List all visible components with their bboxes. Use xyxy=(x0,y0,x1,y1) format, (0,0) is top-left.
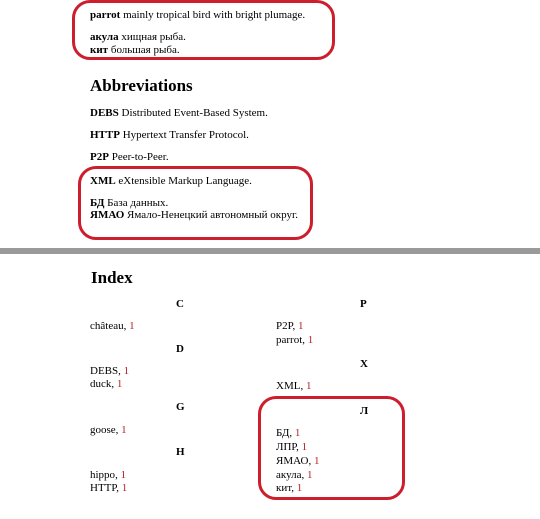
abbreviation-term: HTTP xyxy=(90,129,120,141)
abbreviation-term: XML xyxy=(90,175,116,187)
index-page-link[interactable]: 1 xyxy=(313,455,320,467)
highlight-oval-glossary xyxy=(72,0,335,60)
index-page-link[interactable]: 1 xyxy=(298,320,304,332)
abbreviation-term: DEBS xyxy=(90,107,119,119)
highlight-oval-abbreviations xyxy=(78,166,313,240)
index-page-link[interactable]: 1 xyxy=(306,469,313,481)
abbreviation-term: БД xyxy=(90,197,105,209)
index-word: БД xyxy=(276,427,290,439)
abbreviation-definition: Peer-to-Peer. xyxy=(111,151,169,163)
index-entry-goose: goose, 1 xyxy=(90,424,127,436)
page-divider xyxy=(0,248,540,254)
index-word: château xyxy=(90,320,124,332)
abbreviation-definition: База данных. xyxy=(107,197,169,209)
index-title: Index xyxy=(91,268,133,287)
index-page-link[interactable]: 1 xyxy=(121,482,128,494)
abbreviation-entry-http xyxy=(90,129,249,141)
index-entry-http: HTTP, 1 xyxy=(90,482,128,494)
index-entry-lpr: ЛПР, 1 xyxy=(276,441,308,453)
index-entry-duck: duck, 1 xyxy=(90,378,123,390)
abbreviation-definition: Ямало-Ненецкий автономный округ. xyxy=(127,209,298,221)
glossary-term: акула xyxy=(90,31,119,43)
index-word: XML xyxy=(276,380,301,392)
index-letter-h: H xyxy=(176,446,185,458)
glossary-term: кит xyxy=(90,44,109,56)
index-page-link[interactable]: 1 xyxy=(116,378,123,390)
index-entry-yamao: ЯМАО, 1 xyxy=(276,455,320,467)
index-word: P2P xyxy=(276,320,293,332)
index-letter-x: X xyxy=(360,358,368,370)
index-word: кит xyxy=(276,482,292,494)
index-page-link[interactable]: 1 xyxy=(294,427,301,439)
index-page-link[interactable]: 1 xyxy=(123,365,130,377)
index-entry-debs: DEBS, 1 xyxy=(90,365,130,377)
abbreviation-term: ЯМАО xyxy=(90,209,125,221)
glossary-definition: mainly tropical bird with bright plumage. xyxy=(123,9,306,21)
abbreviation-term: P2P xyxy=(90,151,109,163)
index-entry-p2p: P2P, 1 xyxy=(276,320,304,332)
index-word: DEBS xyxy=(90,365,119,377)
index-entry-kit: кит, 1 xyxy=(276,482,303,494)
index-word: parrot xyxy=(276,334,303,346)
index-entry-hippo: hippo, 1 xyxy=(90,469,127,481)
index-page-link[interactable]: 1 xyxy=(129,320,135,332)
abbreviation-entry-p2p xyxy=(90,151,169,163)
index-letter-l: Л xyxy=(360,405,369,417)
index-page-link[interactable]: 1 xyxy=(301,441,308,453)
abbreviation-definition: Distributed Event-Based System. xyxy=(121,107,268,119)
index-word: goose xyxy=(90,424,116,436)
index-entry-akula: акула, 1 xyxy=(276,469,313,481)
index-letter-p: P xyxy=(360,298,367,310)
index-word: ЯМАО xyxy=(276,455,309,467)
glossary-definition: хищная рыба. xyxy=(121,31,186,43)
index-letter-c: C xyxy=(176,298,184,310)
index-entry-xml: XML, 1 xyxy=(276,380,312,392)
abbreviation-definition: Hypertext Transfer Protocol. xyxy=(122,129,249,141)
index-entry-bd: БД, 1 xyxy=(276,427,301,439)
highlight-oval-index-cyrillic xyxy=(258,396,405,500)
index-word: hippo xyxy=(90,469,116,481)
index-page-link[interactable]: 1 xyxy=(121,424,127,436)
abbreviation-definition: eXtensible Markup Language. xyxy=(118,175,252,187)
index-entry-parrot: parrot, 1 xyxy=(276,334,314,346)
index-page-link[interactable]: 1 xyxy=(307,334,314,346)
abbreviation-entry-debs xyxy=(90,107,268,119)
index-word: акула xyxy=(276,469,302,481)
index-letter-d: D xyxy=(176,343,184,355)
index-word: HTTP xyxy=(90,482,117,494)
index-page-link[interactable]: 1 xyxy=(120,469,127,481)
index-page-link[interactable]: 1 xyxy=(296,482,303,494)
glossary-definition: большая рыба. xyxy=(110,44,180,56)
index-letter-g: G xyxy=(176,401,185,413)
index-entry-chateau: château, 1 xyxy=(90,320,135,332)
index-word: ЛПР xyxy=(276,441,297,453)
abbreviations-title: Abbreviations xyxy=(90,76,193,95)
index-word: duck xyxy=(90,378,112,390)
index-page-link[interactable]: 1 xyxy=(305,380,312,392)
glossary-term: parrot xyxy=(90,9,121,21)
